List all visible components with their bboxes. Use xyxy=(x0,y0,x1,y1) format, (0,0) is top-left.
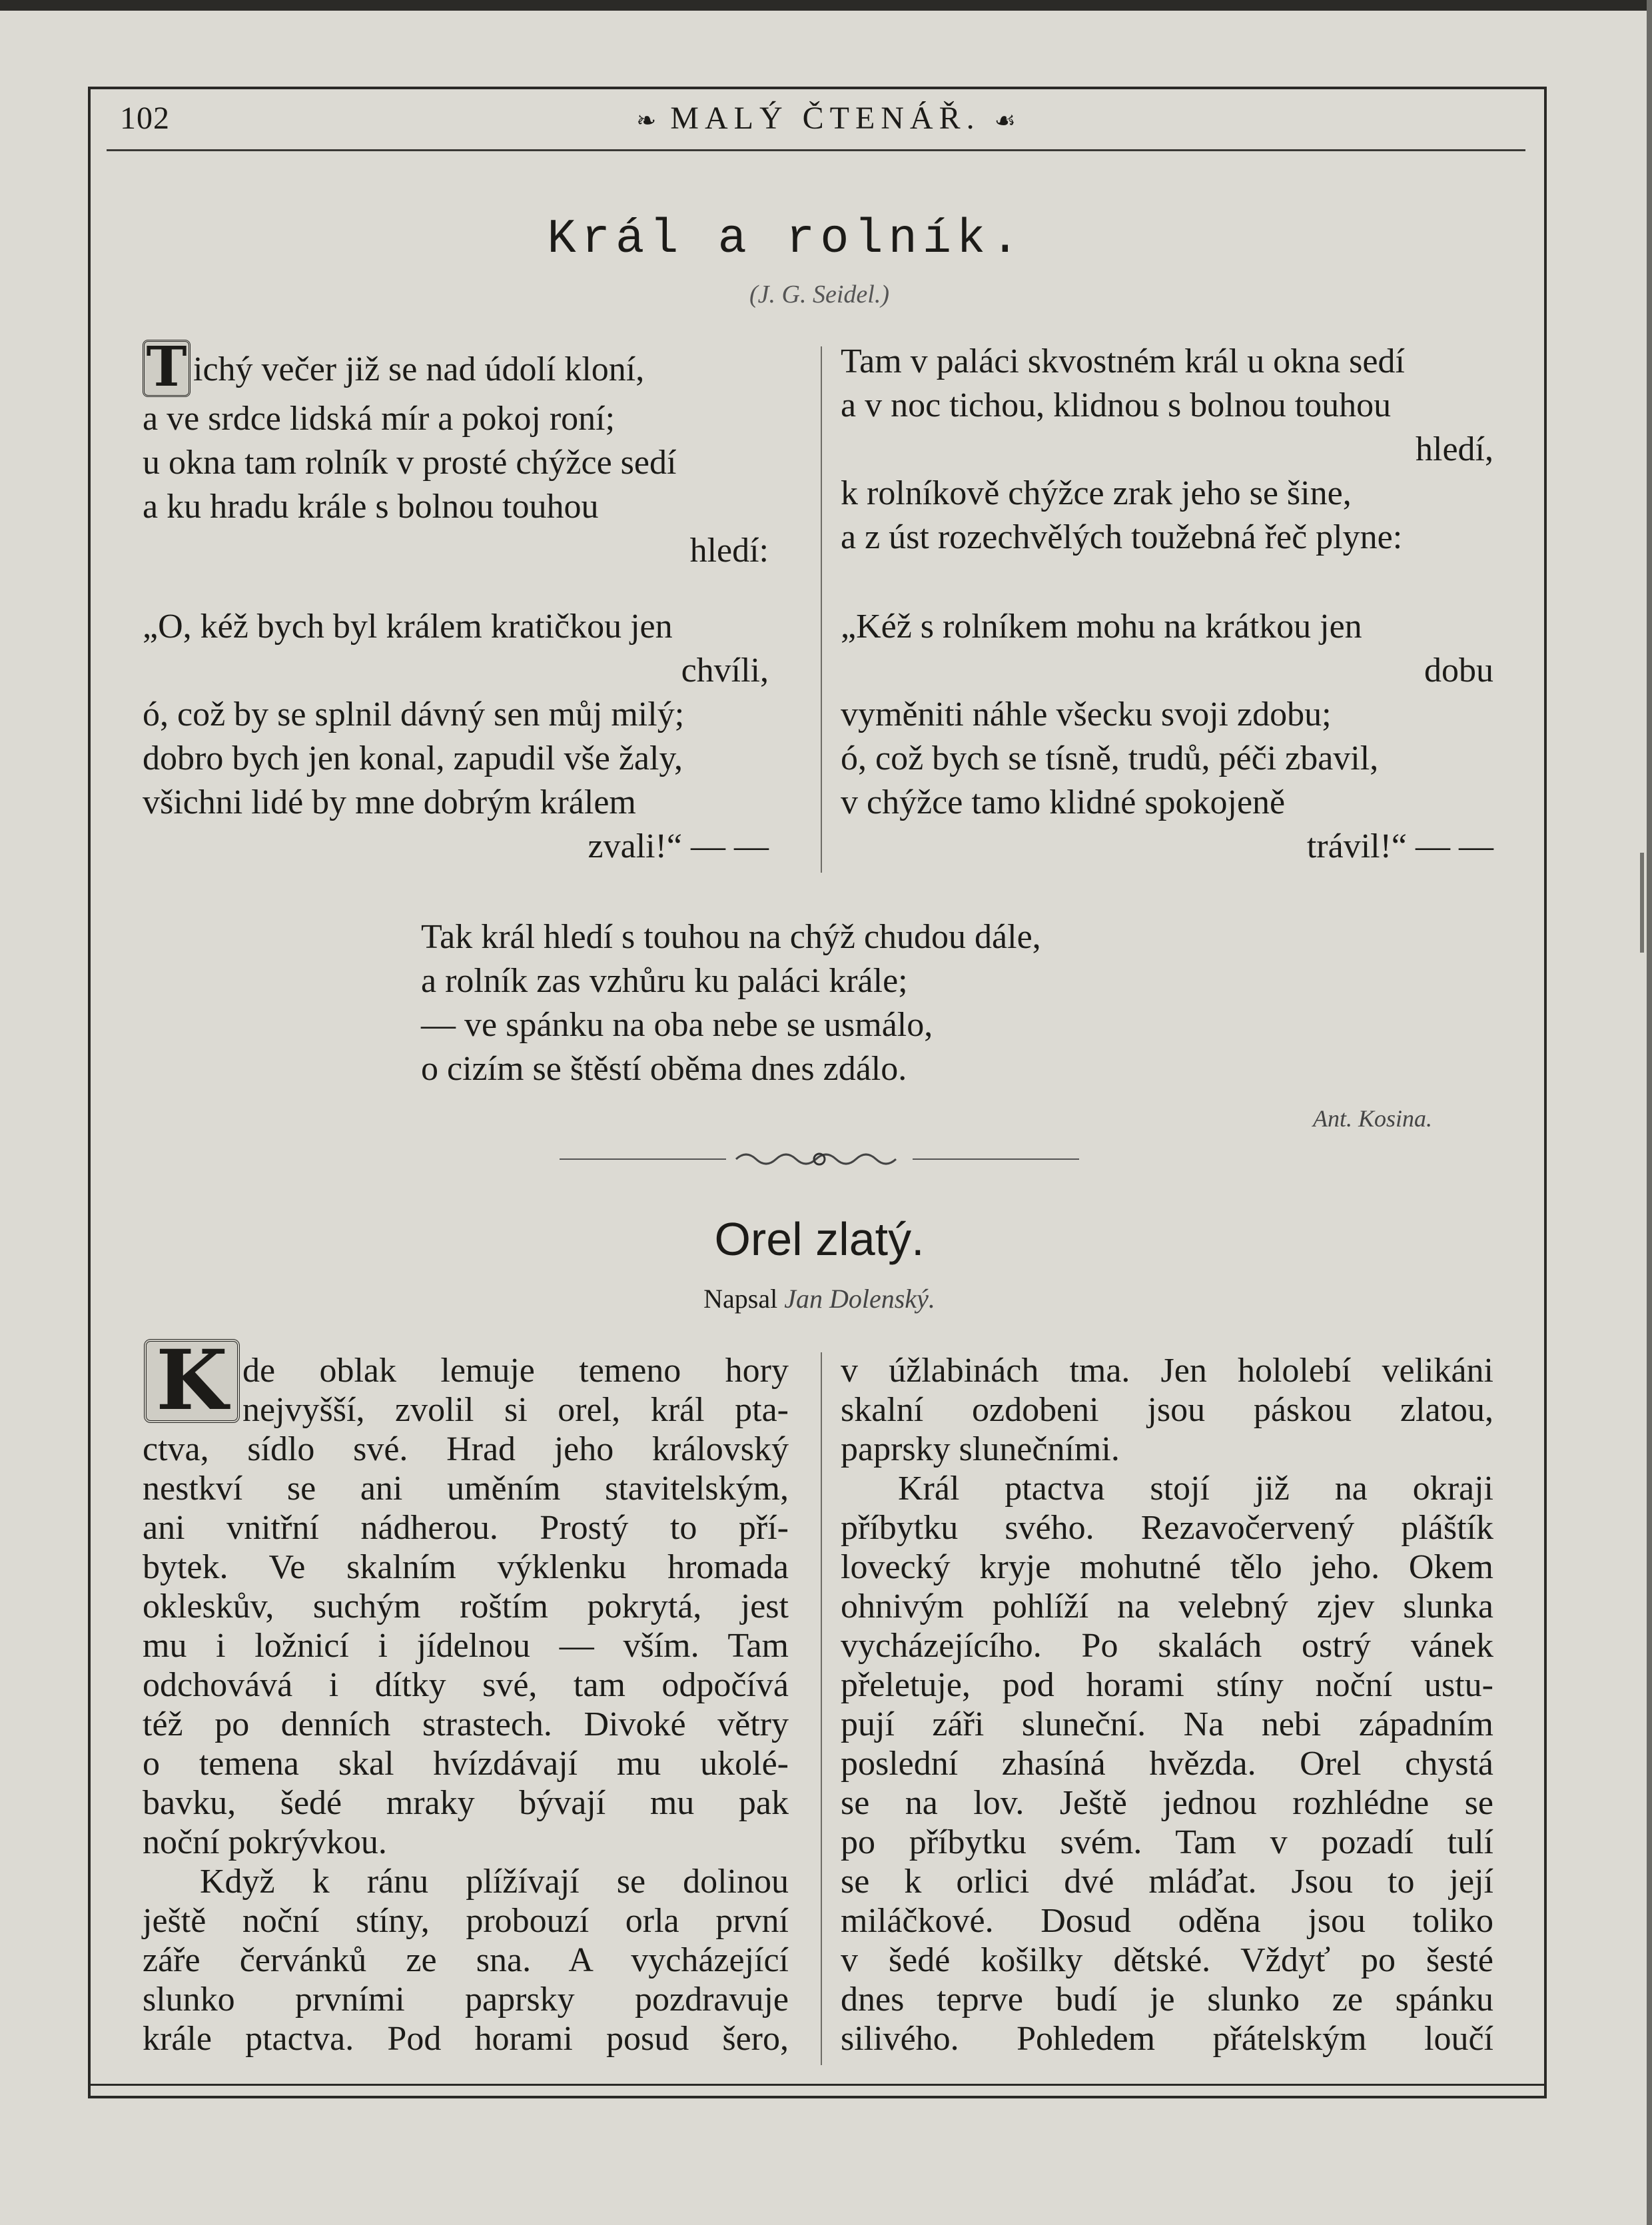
verse-line: ichý večer již se nad údolí kloní, xyxy=(193,350,645,388)
text-line: o temena skal hvízdávají mu ukolé- xyxy=(143,1745,789,1783)
text-line: se na lov. Ještě jednou rozhlédne se xyxy=(841,1784,1493,1822)
ornament-right-icon: ☙ xyxy=(994,107,1016,134)
byline-prefix: Napsal xyxy=(703,1284,778,1314)
text-line: po příbytku svém. Tam v pozadí tulí xyxy=(841,1823,1493,1861)
text-line: nestkví se ani uměním stavitelským, xyxy=(143,1470,789,1508)
text-line: odchovává i dítky své, tam odpočívá xyxy=(143,1666,789,1704)
verse-line: ó, což bych se tísně, trudů, péči zbavil, xyxy=(841,739,1379,777)
text-line: vycházejícího. Po skalách ostrý vánek xyxy=(841,1627,1493,1665)
text-line: ohnivým pohlíží na velebný zjev slunka xyxy=(841,1587,1493,1625)
verse-line: trávil!“ — — xyxy=(1306,827,1493,865)
running-title: MALÝ ČTENÁŘ. xyxy=(670,101,981,136)
text-line: ani vnitřní nádherou. Prostý to pří- xyxy=(143,1509,789,1547)
verse-line: Tak král hledí s touhou na chýž chudou dále, xyxy=(421,918,1041,956)
header-rule xyxy=(107,149,1525,151)
verse-line: k rolníkově chýžce zrak jeho se šine, xyxy=(841,474,1352,512)
verse-line: a z úst rozechvělých toužebná řeč plyne: xyxy=(841,518,1403,556)
poem-right-stanza-2 xyxy=(841,605,1493,869)
verse-line: o cizím se štěstí oběma dnes zdálo. xyxy=(421,1050,907,1088)
verse-line: u okna tam rolník v prosté chýžce sedí xyxy=(143,444,677,482)
verse-line: „Kéž s rolníkem mohu na krátkou jen xyxy=(841,608,1362,646)
text-line: ještě noční stíny, probouzí orla první xyxy=(143,1902,789,1940)
verse-line: a ku hradu krále s bolnou touhou xyxy=(143,488,599,526)
poem-source: (J. G. Seidel.) xyxy=(749,280,889,308)
text-line: Král ptactva stojí již na okraji xyxy=(898,1470,1493,1508)
verse-line: vyměniti náhle všecku svoji zdobu; xyxy=(841,695,1332,733)
poem-right-stanza-1 xyxy=(841,340,1493,560)
text-line: záře červánků ze sna. A vycházející xyxy=(143,1941,789,1979)
text-line: mu i ložnicí i jídelnou — vším. Tam xyxy=(143,1627,789,1665)
scan-top-edge xyxy=(0,0,1652,11)
story-right-column xyxy=(841,1351,1493,2058)
verse-line: a v noc tichou, klidnou s bolnou touhou xyxy=(841,386,1392,424)
poem-dropcap: T xyxy=(143,340,191,397)
story-dropcap: K xyxy=(144,1339,240,1423)
text-line: krále ptactva. Pod horami posud šero, xyxy=(143,2020,789,2058)
text-line: skalní ozdobeni jsou páskou zlatou, xyxy=(841,1391,1493,1429)
verse-line: „O, kéž bych byl králem kratičkou jen xyxy=(143,608,673,646)
page-number: 102 xyxy=(120,101,170,136)
text-line: miláčkové. Dosud oděna jsou toliko xyxy=(841,1902,1493,1940)
text-line: slunko prvními paprsky pozdravuje xyxy=(143,1981,789,2018)
text-line: Když k ránu plížívají se dolinou xyxy=(200,1863,789,1901)
verse-line: hledí, xyxy=(1416,430,1493,468)
text-line: paprsky slunečními. xyxy=(841,1430,1120,1468)
verse-line: dobu xyxy=(1424,652,1493,689)
verse-line: v chýžce tamo klidné spokojeně xyxy=(841,783,1286,821)
text-line: nejvyšší, zvolil si orel, král pta- xyxy=(242,1391,789,1429)
verse-line: zvali!“ — — xyxy=(588,827,769,865)
story-title: Orel zlatý. xyxy=(714,1213,925,1265)
verse-line: a ve srdce lidská mír a pokoj roní; xyxy=(143,400,616,438)
text-line: noční pokrývkou. xyxy=(143,1823,387,1861)
verse-line: dobro bych jen konal, zapudil vše žaly, xyxy=(143,739,683,777)
verse-line: chvíli, xyxy=(681,652,769,689)
ornamental-divider-icon xyxy=(560,1146,1079,1172)
scan-mark xyxy=(1640,853,1644,953)
text-line: příbytku svého. Rezavočervený pláštík xyxy=(841,1509,1493,1547)
story-left-column xyxy=(143,1351,789,2058)
poem-translator: Ant. Kosina. xyxy=(1312,1105,1432,1132)
text-line: se k orlici dvé mláďat. Jsou to její xyxy=(841,1863,1493,1901)
poem-closing-stanza xyxy=(421,915,1287,1091)
story-byline xyxy=(586,1283,1052,1314)
text-line: přeletuje, pod horami stíny noční ustu- xyxy=(841,1666,1493,1704)
ornament-left-icon: ❧ xyxy=(636,107,657,134)
verse-line: Tam v paláci skvostném král u okna sedí xyxy=(841,342,1405,380)
text-line: okleskův, suchým roštím pokrytá, jest xyxy=(143,1587,789,1625)
text-line: silivého. Pohledem přátelským loučí xyxy=(841,2020,1493,2058)
text-line: poslední zhasíná hvězda. Orel chystá xyxy=(841,1745,1493,1783)
byline-author: Jan Dolenský. xyxy=(784,1284,935,1314)
poem-title: Král a rolník. xyxy=(547,212,1025,266)
text-line: bytek. Ve skalním výklenku hromada xyxy=(143,1548,789,1586)
running-header xyxy=(586,100,1066,137)
verse-line: ó, což by se splnil dávný sen můj milý; xyxy=(143,695,685,733)
verse-line: — ve spánku na oba nebe se usmálo, xyxy=(421,1006,933,1044)
text-line: bavku, šedé mraky bývají mu pak xyxy=(143,1784,789,1822)
verse-line: všichni lidé by mne dobrým králem xyxy=(143,783,636,821)
text-line: ctva, sídlo své. Hrad jeho královský xyxy=(143,1430,789,1468)
column-divider xyxy=(821,346,822,873)
bottom-rule xyxy=(88,2084,1547,2086)
text-line: dnes teprve budí je slunko ze spánku xyxy=(841,1981,1493,2018)
column-divider xyxy=(821,1352,822,2065)
text-line: v úžlabinách tma. Jen hololebí velikáni xyxy=(841,1352,1493,1390)
poem-left-stanza-2 xyxy=(143,605,769,869)
verse-line: hledí: xyxy=(689,532,769,570)
verse-line: a rolník zas vzhůru ku paláci krále; xyxy=(421,962,908,1000)
text-line: též po denních strastech. Divoké větry xyxy=(143,1705,789,1743)
scan-right-edge xyxy=(1647,0,1652,2225)
text-line: de oblak lemuje temeno hory xyxy=(242,1352,789,1390)
text-line: lovecký kryje mohutné tělo jeho. Okem xyxy=(841,1548,1493,1586)
text-line: v šedé košilky dětské. Vždyť po šesté xyxy=(841,1941,1493,1979)
poem-left-stanza-1 xyxy=(143,335,769,573)
text-line: pují záři sluneční. Na nebi západním xyxy=(841,1705,1493,1743)
